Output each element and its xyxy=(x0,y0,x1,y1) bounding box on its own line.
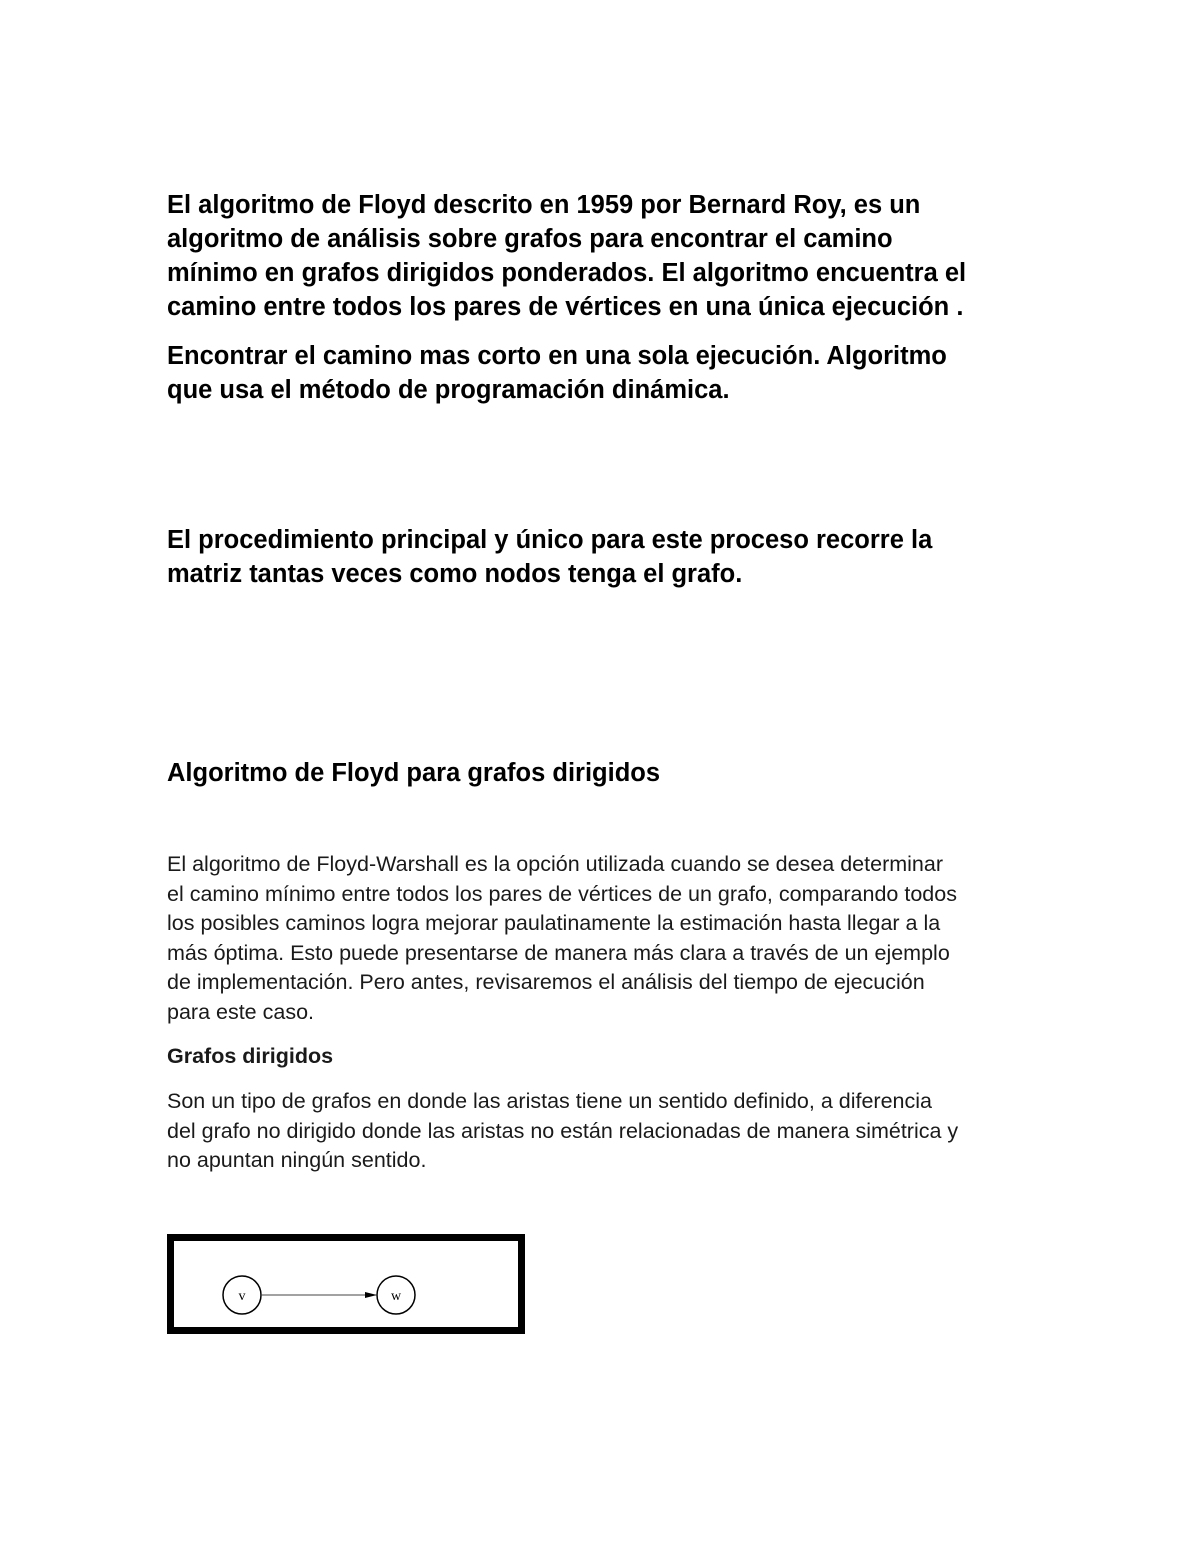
floyd-warshall-line: más óptima. Esto puede presentarse de manera más clara a través de un ejemplo xyxy=(167,940,950,965)
floyd-warshall-paragraph xyxy=(167,850,1047,1027)
floyd-warshall-line: El algoritmo de Floyd-Warshall es la opción utilizada cuando se desea determinar xyxy=(167,852,943,876)
intro-line: camino entre todos los pares de vértices en una única ejecución . xyxy=(167,293,964,321)
intro-line: El algoritmo de Floyd descrito en 1959 por Bernard Roy, es un xyxy=(167,191,921,219)
graph-node-v-label: v xyxy=(238,1289,246,1304)
directed-graphs-title: Grafos dirigidos xyxy=(167,1044,334,1068)
graph-node-w xyxy=(377,1276,415,1314)
intro-line: mínimo en grafos dirigidos ponderados. El algoritmo encuentra el xyxy=(167,259,967,287)
graph-node-v xyxy=(223,1276,261,1314)
graph-node-w-label: w xyxy=(390,1289,402,1304)
summary-line: Encontrar el camino mas corto en una sola ejecución. Algoritmo xyxy=(167,342,947,370)
intro-line: algoritmo de análisis sobre grafos para encontrar el camino xyxy=(167,225,893,253)
floyd-warshall-line: los posibles caminos logra mejorar paulatinamente la estimación hasta llegar a la xyxy=(167,911,941,935)
section-title: Algoritmo de Floyd para grafos dirigidos xyxy=(167,759,661,787)
procedure-line: El procedimiento principal y único para este proceso recorre la xyxy=(167,526,933,554)
directed-graphs-line: Son un tipo de grafos en donde las aristas tiene un sentido definido, a diferencia xyxy=(167,1089,932,1113)
directed-graph-figure xyxy=(167,1234,525,1334)
floyd-warshall-line: para este caso. xyxy=(167,999,315,1024)
directed-graph-diagram xyxy=(174,1241,518,1327)
procedure-paragraph xyxy=(167,523,1047,591)
floyd-warshall-line: el camino mínimo entre todos los pares de vértices de un grafo, comparando todos xyxy=(167,881,957,906)
procedure-line: matriz tantas veces como nodos tenga el grafo. xyxy=(167,560,743,588)
directed-graphs-line: no apuntan ningún sentido. xyxy=(167,1148,427,1172)
summary-paragraph xyxy=(167,339,1047,407)
floyd-warshall-line: de implementación. Pero antes, revisaremos el análisis del tiempo de ejecución xyxy=(167,970,925,994)
directed-graphs-line: del grafo no dirigido donde las aristas no están relacionadas de manera simétrica y xyxy=(167,1118,959,1143)
intro-paragraph xyxy=(167,188,1047,324)
directed-graphs-paragraph xyxy=(167,1087,1047,1176)
summary-line: que usa el método de programación dinámica. xyxy=(167,376,730,404)
